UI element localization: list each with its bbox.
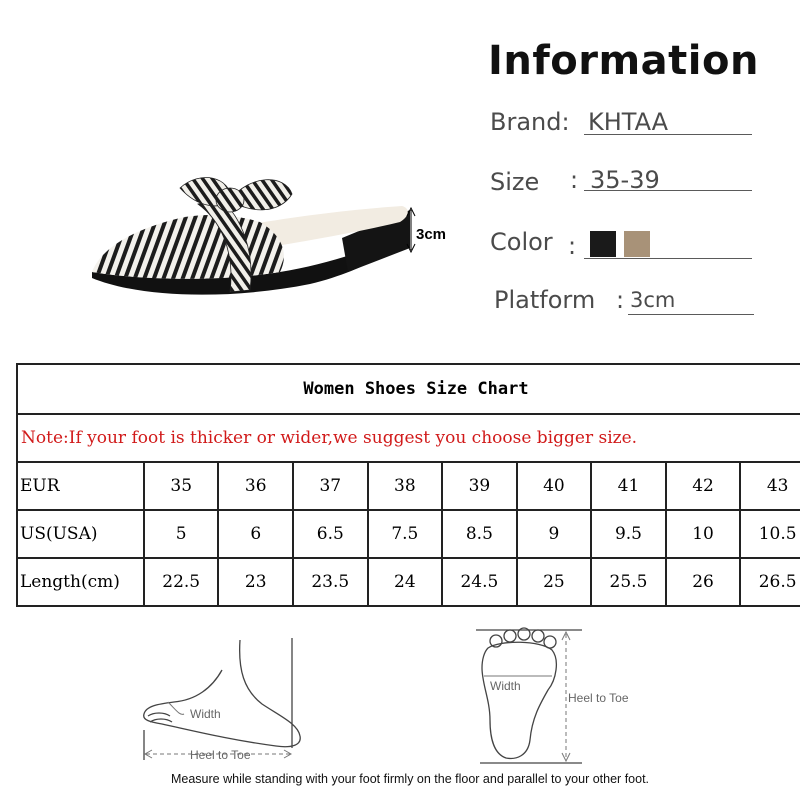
eur-size-cell: 42 (666, 462, 741, 510)
length-cell: 23 (218, 558, 293, 606)
color-row (488, 224, 758, 264)
product-image (80, 160, 460, 320)
eur-size-cell: 35 (144, 462, 219, 510)
info-title: Information (488, 38, 759, 84)
size-chart-note: Note:If your foot is thicker or wider,we suggest you choose bigger size. (17, 414, 800, 462)
size-underline (584, 190, 752, 191)
measure-instruction: Measure while standing with your foot firmly on the floor and parallel to your other foot. (170, 772, 650, 786)
top-length-label: Heel to Toe (568, 691, 629, 705)
platform-row (488, 282, 758, 322)
platform-underline (628, 314, 754, 315)
size-colon: : (570, 166, 579, 194)
length-cell: 25.5 (591, 558, 666, 606)
row-label-length: Length(cm) (17, 558, 144, 606)
size-chart-table (16, 363, 800, 607)
brand-label: Brand: (490, 108, 570, 136)
size-row-eur (17, 462, 800, 510)
us-size-cell: 9.5 (591, 510, 666, 558)
us-size-cell: 6.5 (293, 510, 368, 558)
eur-size-cell: 38 (368, 462, 443, 510)
color-swatch-black[interactable] (590, 231, 616, 257)
us-size-cell: 5 (144, 510, 219, 558)
row-label-eur: EUR (17, 462, 144, 510)
us-size-cell: 9 (517, 510, 592, 558)
brand-underline (584, 134, 752, 135)
size-chart-title-row (17, 364, 800, 414)
eur-size-cell: 37 (293, 462, 368, 510)
length-cell: 24 (368, 558, 443, 606)
size-label: Size (490, 168, 540, 196)
side-length-label: Heel to Toe (190, 748, 251, 762)
eur-size-cell: 36 (218, 462, 293, 510)
us-size-cell: 6 (218, 510, 293, 558)
size-chart-title: Women Shoes Size Chart (17, 364, 800, 414)
eur-size-cell: 39 (442, 462, 517, 510)
platform-label: Platform (494, 286, 596, 314)
brand-value: KHTAA (588, 108, 669, 136)
side-foot-diagram (144, 638, 301, 760)
color-label: Color (490, 228, 553, 256)
size-value: 35-39 (590, 166, 660, 194)
platform-height-label: 3cm (416, 226, 447, 243)
size-row (488, 162, 758, 202)
us-size-cell: 8.5 (442, 510, 517, 558)
length-cell: 26.5 (740, 558, 800, 606)
eur-size-cell: 43 (740, 462, 800, 510)
side-width-label: Width (190, 707, 221, 721)
shoe-illustration (80, 160, 460, 320)
side-width-pointer (168, 702, 184, 714)
row-label-us: US(USA) (17, 510, 144, 558)
foot-diagram-svg (0, 620, 800, 770)
us-size-cell: 10.5 (740, 510, 800, 558)
size-row-us (17, 510, 800, 558)
brand-row (488, 104, 758, 144)
platform-value: 3cm (630, 288, 676, 312)
size-row-length (17, 558, 800, 606)
length-cell: 26 (666, 558, 741, 606)
platform-colon: : (616, 286, 625, 314)
eur-size-cell: 41 (591, 462, 666, 510)
size-chart-note-row (17, 414, 800, 462)
length-cell: 24.5 (442, 558, 517, 606)
us-size-cell: 7.5 (368, 510, 443, 558)
top-width-label: Width (490, 679, 521, 693)
eur-size-cell: 40 (517, 462, 592, 510)
length-cell: 25 (517, 558, 592, 606)
us-size-cell: 10 (666, 510, 741, 558)
color-colon: : (568, 232, 577, 260)
color-underline (584, 258, 752, 259)
length-cell: 22.5 (144, 558, 219, 606)
color-swatch-khaki[interactable] (624, 231, 650, 257)
length-cell: 23.5 (293, 558, 368, 606)
